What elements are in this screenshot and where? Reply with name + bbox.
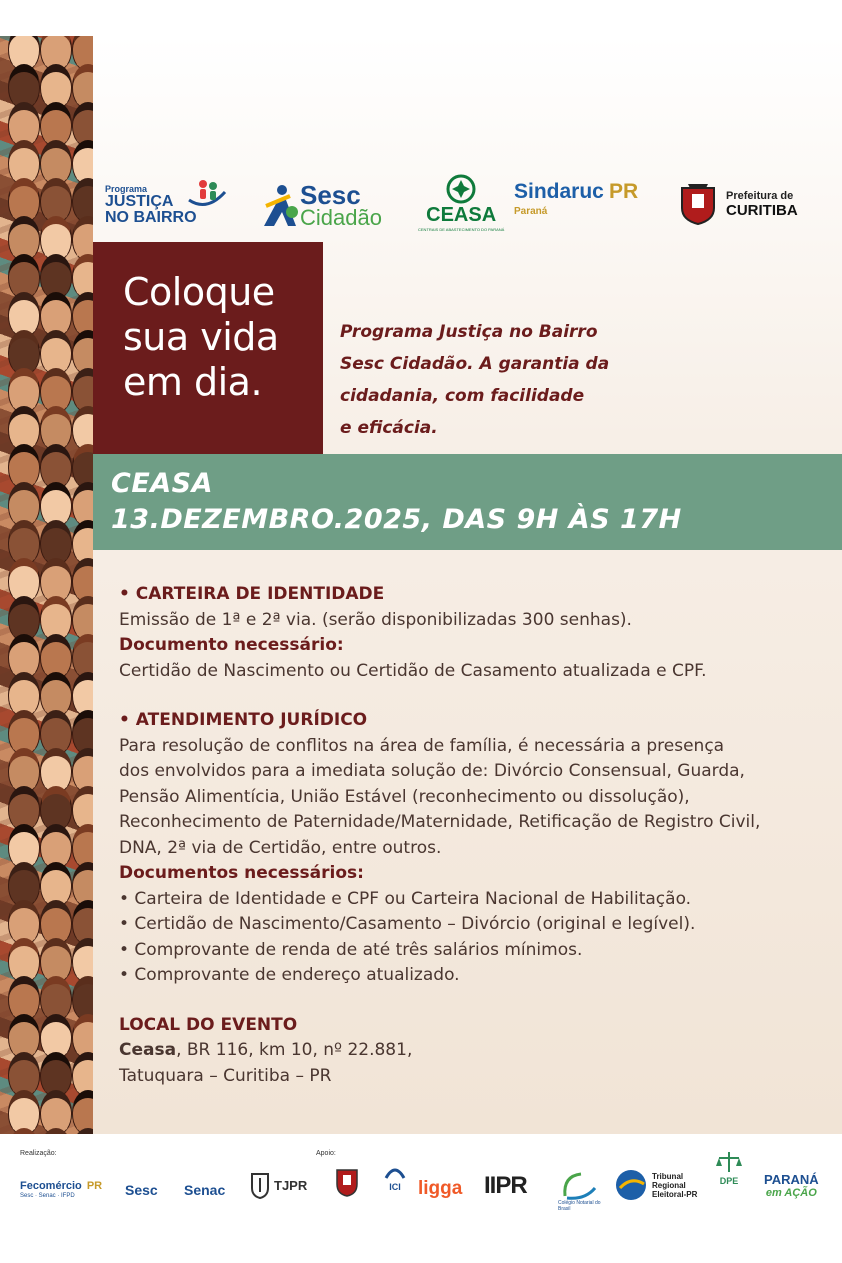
parana-em-acao-line2: em AÇÃO [765,1187,817,1199]
juridico-doc-item: • Carteira de Identidade e CPF ou Carteira Nacional de Habilitação. [119,888,692,909]
sesc-cidadao-logo [260,182,382,230]
partner-logos [100,174,820,244]
senac-footer-text: Senac [184,1182,226,1198]
headline-line1: Coloque [123,270,275,314]
justica-logo-line1: JUSTIÇA [105,193,174,210]
carteira-title: • CARTEIRA DE IDENTIDADE [119,584,385,604]
sindaruc-logo-pr: PR [608,180,639,203]
ceasa-logo [418,174,504,232]
colegio-notarial-logo [558,1170,602,1212]
juridico-line: Para resolução de conflitos na área de família, é necessária a presença [119,735,725,756]
parana-em-acao-logo [764,1172,819,1199]
realizacao-label: Realização: [20,1150,57,1157]
tre-text-2: Regional [652,1180,686,1190]
sesc-footer-text: Sesc [125,1182,158,1198]
justica-logo-small: Programa [105,184,148,194]
fecomercio-logo [20,1174,102,1199]
ceasa-logo-name: CEASA [426,204,497,226]
headline-box [93,242,323,454]
ici-text: ICI [389,1182,401,1192]
event-location: CEASA [111,468,213,499]
ligga-text: ligga [418,1178,463,1199]
apoio-label: Apoio: [316,1150,336,1157]
justica-no-bairro-logo [105,184,197,226]
tjpr-emblem-icon [250,1170,270,1200]
juridico-line: dos envolvidos para a imediata solução de: Divórcio Consensual, Guarda, [119,761,745,781]
headline-line3: em dia. [123,360,263,404]
intro-line2: Sesc Cidadão. A garantia da [340,354,610,374]
faces-illustration [0,36,93,1134]
prefeitura-curitiba-logo [678,182,798,226]
fecomercio-sub: Sesc · Senac · IFPD [20,1193,75,1199]
ici-logo [384,1164,406,1192]
fecomercio-name: Fecomércio [20,1180,82,1192]
sesc-logo-line1: Sesc [300,180,361,210]
local-city: Tatuquara – Curitiba – PR [119,1065,332,1086]
juridico-doc-item: • Comprovante de endereço atualizado. [119,965,460,985]
juridico-doc-item: • Certidão de Nascimento/Casamento – Divórcio (original e legível). [119,914,696,934]
family-icon [185,178,229,208]
tre-text-3: Eleitoral-PR [652,1189,698,1199]
parana-coat-logo [334,1166,360,1198]
senac-footer-logo [184,1182,225,1198]
headline-line2: sua vida [123,315,279,359]
intro-line1: Programa Justiça no Bairro [340,322,598,342]
poster [0,36,842,1134]
sindaruc-logo [514,180,638,217]
sindaruc-logo-name: Sindaruc [514,180,604,203]
intro-line4: e eficácia. [340,418,438,438]
ceasa-logo-sub: CENTRAIS DE ABASTECIMENTO DO PARANÁ [418,227,505,232]
curitiba-logo-line2: CURITIBA [726,201,798,219]
intro-line3: cidadania, com facilidade [340,386,585,406]
ici-mark-icon [384,1164,406,1182]
juridico-title: • ATENDIMENTO JURÍDICO [119,710,368,730]
local-title: LOCAL DO EVENTO [119,1014,298,1035]
sesc-logo-line2: Cidadão [300,205,382,230]
local-name: Ceasa [119,1040,177,1060]
tjpr-logo [250,1170,307,1200]
tre-globe-icon [614,1168,648,1202]
intro-text [340,316,640,444]
headline [123,270,279,405]
juridico-line: Pensão Alimentícia, União Estável (reconhecimento ou dissolução), [119,786,690,807]
tre-text-1: Tribunal [652,1171,684,1181]
parana-em-acao-line1: PARANÁ [764,1172,819,1187]
juridico-line: DNA, 2ª via de Certidão, entre outros. [119,837,442,858]
carteira-line: Emissão de 1ª e 2ª via. (serão disponibilizadas 300 senhas). [119,609,632,630]
juridico-doc-item: • Comprovante de renda de até três salários mínimos. [119,939,583,960]
ceasa-emblem-icon [446,174,476,204]
iipr-text: IIPR [484,1172,527,1199]
sesc-figure-icon [260,182,300,230]
dpe-text: DPE [719,1176,739,1186]
iipr-logo [484,1172,527,1200]
curitiba-shield-icon [678,182,718,226]
juridico-line: Reconhecimento de Paternidade/Maternidade, Retificação de Registro Civil, [119,812,761,832]
sindaruc-logo-sub: Paraná [514,206,548,217]
colegio-notarial-text: Colégio Notarial do Brasil [558,1200,601,1212]
carteira-doc-label: Documento necessário: [119,635,344,655]
local-address-line [119,1038,819,1064]
tre-pr-logo [614,1168,697,1202]
curitiba-logo-line1: Prefeitura de [726,189,794,202]
justica-logo-line2: NO BAIRRO [105,209,197,226]
tjpr-text: TJPR [274,1177,308,1193]
footer-sponsors [0,1148,842,1263]
parana-coat-icon [334,1166,360,1198]
colegio-notarial-icon [561,1170,599,1200]
event-banner [93,454,842,550]
local-address: , BR 116, km 10, nº 22.881, [176,1040,413,1060]
ligga-logo [418,1178,462,1200]
carteira-doc-text: Certidão de Nascimento ou Certidão de Casamento atualizada e CPF. [119,660,707,681]
sesc-footer-logo [125,1182,158,1198]
services-content [119,582,819,1089]
face-illustration [72,1128,93,1134]
juridico-docs-label: Documentos necessários: [119,863,364,883]
event-date-time: 13.DEZEMBRO.2025, DAS 9H ÀS 17H [111,504,682,535]
dpe-scales-icon [714,1150,744,1176]
fecomercio-pr: PR [86,1180,103,1192]
dpe-logo [714,1150,744,1186]
